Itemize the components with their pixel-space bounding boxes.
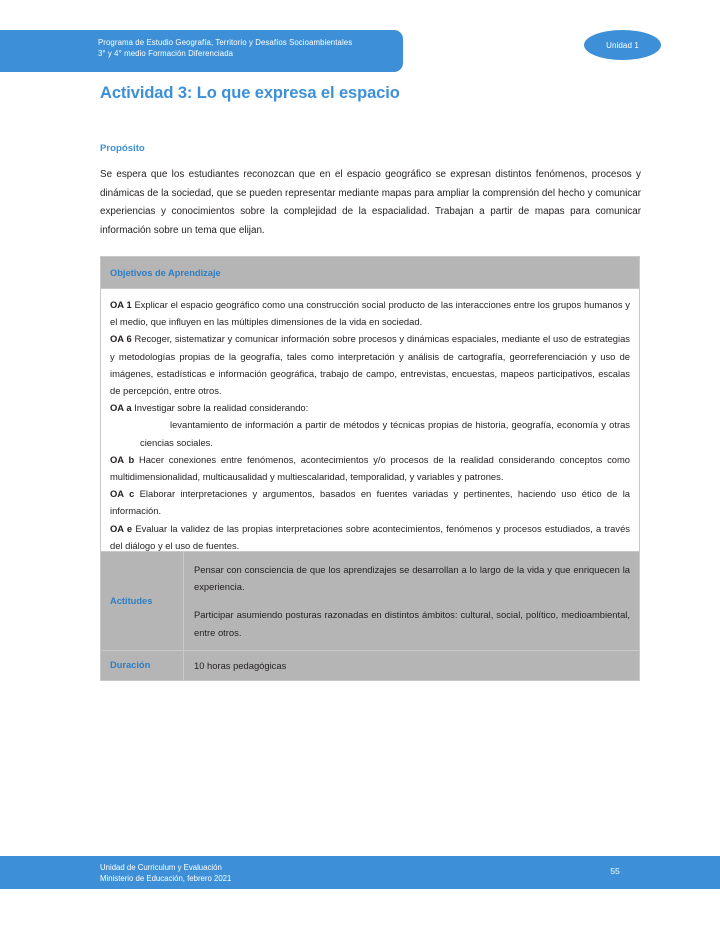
learning-objective-text: Evaluar la validez de las propias interpretaciones sobre acontecimientos, fenómenos y procesos estudiados, a través del diálogo y el uso de fuentes. bbox=[110, 522, 630, 551]
footer-line-2: Ministerio de Educación, febrero 2021 bbox=[100, 874, 232, 884]
learning-objective-text: Hacer conexiones entre fenómenos, acontecimientos y/o procesos de la realidad considerando conceptos como multidimensionalidad, multicausalidad y multiescalaridad, temporalidad, y variables y patrones. bbox=[110, 453, 630, 483]
program-title-line-1: Programa de Estudio Geografía, Territorio y Desafíos Socioambientales bbox=[98, 38, 353, 47]
page-number: 55 bbox=[610, 866, 620, 876]
learning-objectives-table bbox=[100, 256, 640, 563]
table-row-duration bbox=[101, 650, 640, 680]
learning-objective-item bbox=[110, 399, 630, 416]
learning-objective-text: Investigar sobre la realidad considerando: bbox=[134, 402, 309, 414]
program-title-line-2: 3° y 4° medio Formación Diferenciada bbox=[98, 49, 234, 59]
attributes-table bbox=[100, 551, 640, 681]
purpose-heading: Propósito bbox=[100, 143, 145, 154]
footer-text bbox=[100, 862, 231, 885]
learning-objective-text: Recoger, sistematizar y comunicar información sobre procesos y dinámicas espaciales, mediante el uso de estrategias y metodologías propias de la geografía, tales como interpretación y análisis de cartografía, georreferenciación y uso de imágenes, estadísticas e información geográfica, trabajo de campo, entrevistas, encuestas, mapeos participativos, escalas de percepción, entre otros. bbox=[110, 333, 630, 397]
learning-objective-code: OA c bbox=[110, 488, 135, 500]
page-title: Actividad 3: Lo que expresa el espacio bbox=[100, 84, 400, 102]
unit-badge bbox=[584, 30, 661, 60]
learning-objective-code: OA b bbox=[110, 453, 135, 465]
attitudes-paragraph-2: Participar asumiendo posturas razonadas en distintos ámbitos: cultural, social, político, medioambiental, entre otros. bbox=[194, 609, 630, 638]
learning-objective-code: OA 1 bbox=[110, 299, 132, 310]
learning-objective-item bbox=[110, 451, 630, 485]
learning-objective-code: OA a bbox=[110, 402, 132, 414]
learning-objective-item bbox=[110, 330, 630, 399]
learning-objectives-header-label: Objetivos de Aprendizaje bbox=[110, 268, 221, 278]
duration-value: 10 horas pedagógicas bbox=[184, 650, 640, 680]
learning-objective-code: OA e bbox=[110, 522, 133, 534]
unit-badge-label: Unidad 1 bbox=[606, 40, 639, 50]
learning-objective-item bbox=[110, 296, 630, 330]
table-row-attitudes bbox=[101, 552, 640, 651]
attitudes-paragraph-1: Pensar con consciencia de que los aprendizajes se desarrollan a lo largo de la vida y que enriquecen la experiencia. bbox=[194, 564, 630, 593]
learning-objective-item bbox=[110, 520, 630, 554]
duration-label: Duración bbox=[101, 650, 184, 680]
learning-objective-item bbox=[110, 485, 630, 519]
attitudes-label: Actitudes bbox=[101, 552, 184, 651]
document-header-band bbox=[0, 30, 403, 72]
attitudes-value bbox=[184, 552, 640, 651]
learning-objectives-body bbox=[101, 289, 639, 562]
learning-objective-code: OA 6 bbox=[110, 333, 132, 345]
learning-objectives-header bbox=[101, 257, 639, 289]
learning-objective-text: Elaborar interpretaciones y argumentos, basados en fuentes variadas y pertinentes, haciendo uso ético de la información. bbox=[110, 488, 630, 517]
footer-line-1: Unidad de Curriculum y Evaluación bbox=[100, 863, 222, 872]
learning-objective-subitem: levantamiento de información a partir de métodos y técnicas propias de historia, geografía, economía y otras ciencias sociales. bbox=[140, 419, 630, 448]
learning-objective-text: Explicar el espacio geográfico como una construcción social producto de las interacciones entre los grupos humanos y el medio, que influyen en las múltiples dimensiones de la vida en sociedad. bbox=[110, 299, 630, 328]
purpose-text: Se espera que los estudiantes reconozcan que en el espacio geográfico se expresan distintos fenómenos, procesos y dinámicas de la sociedad, que se pueden representar mediante mapas para ampliar la comprensión del hecho y comunicar experiencias y conocimientos sobre la complejidad de la espacialidad. Trabajan a partir de mapas para comunicar información sobre un tema que elijan. bbox=[100, 169, 641, 236]
